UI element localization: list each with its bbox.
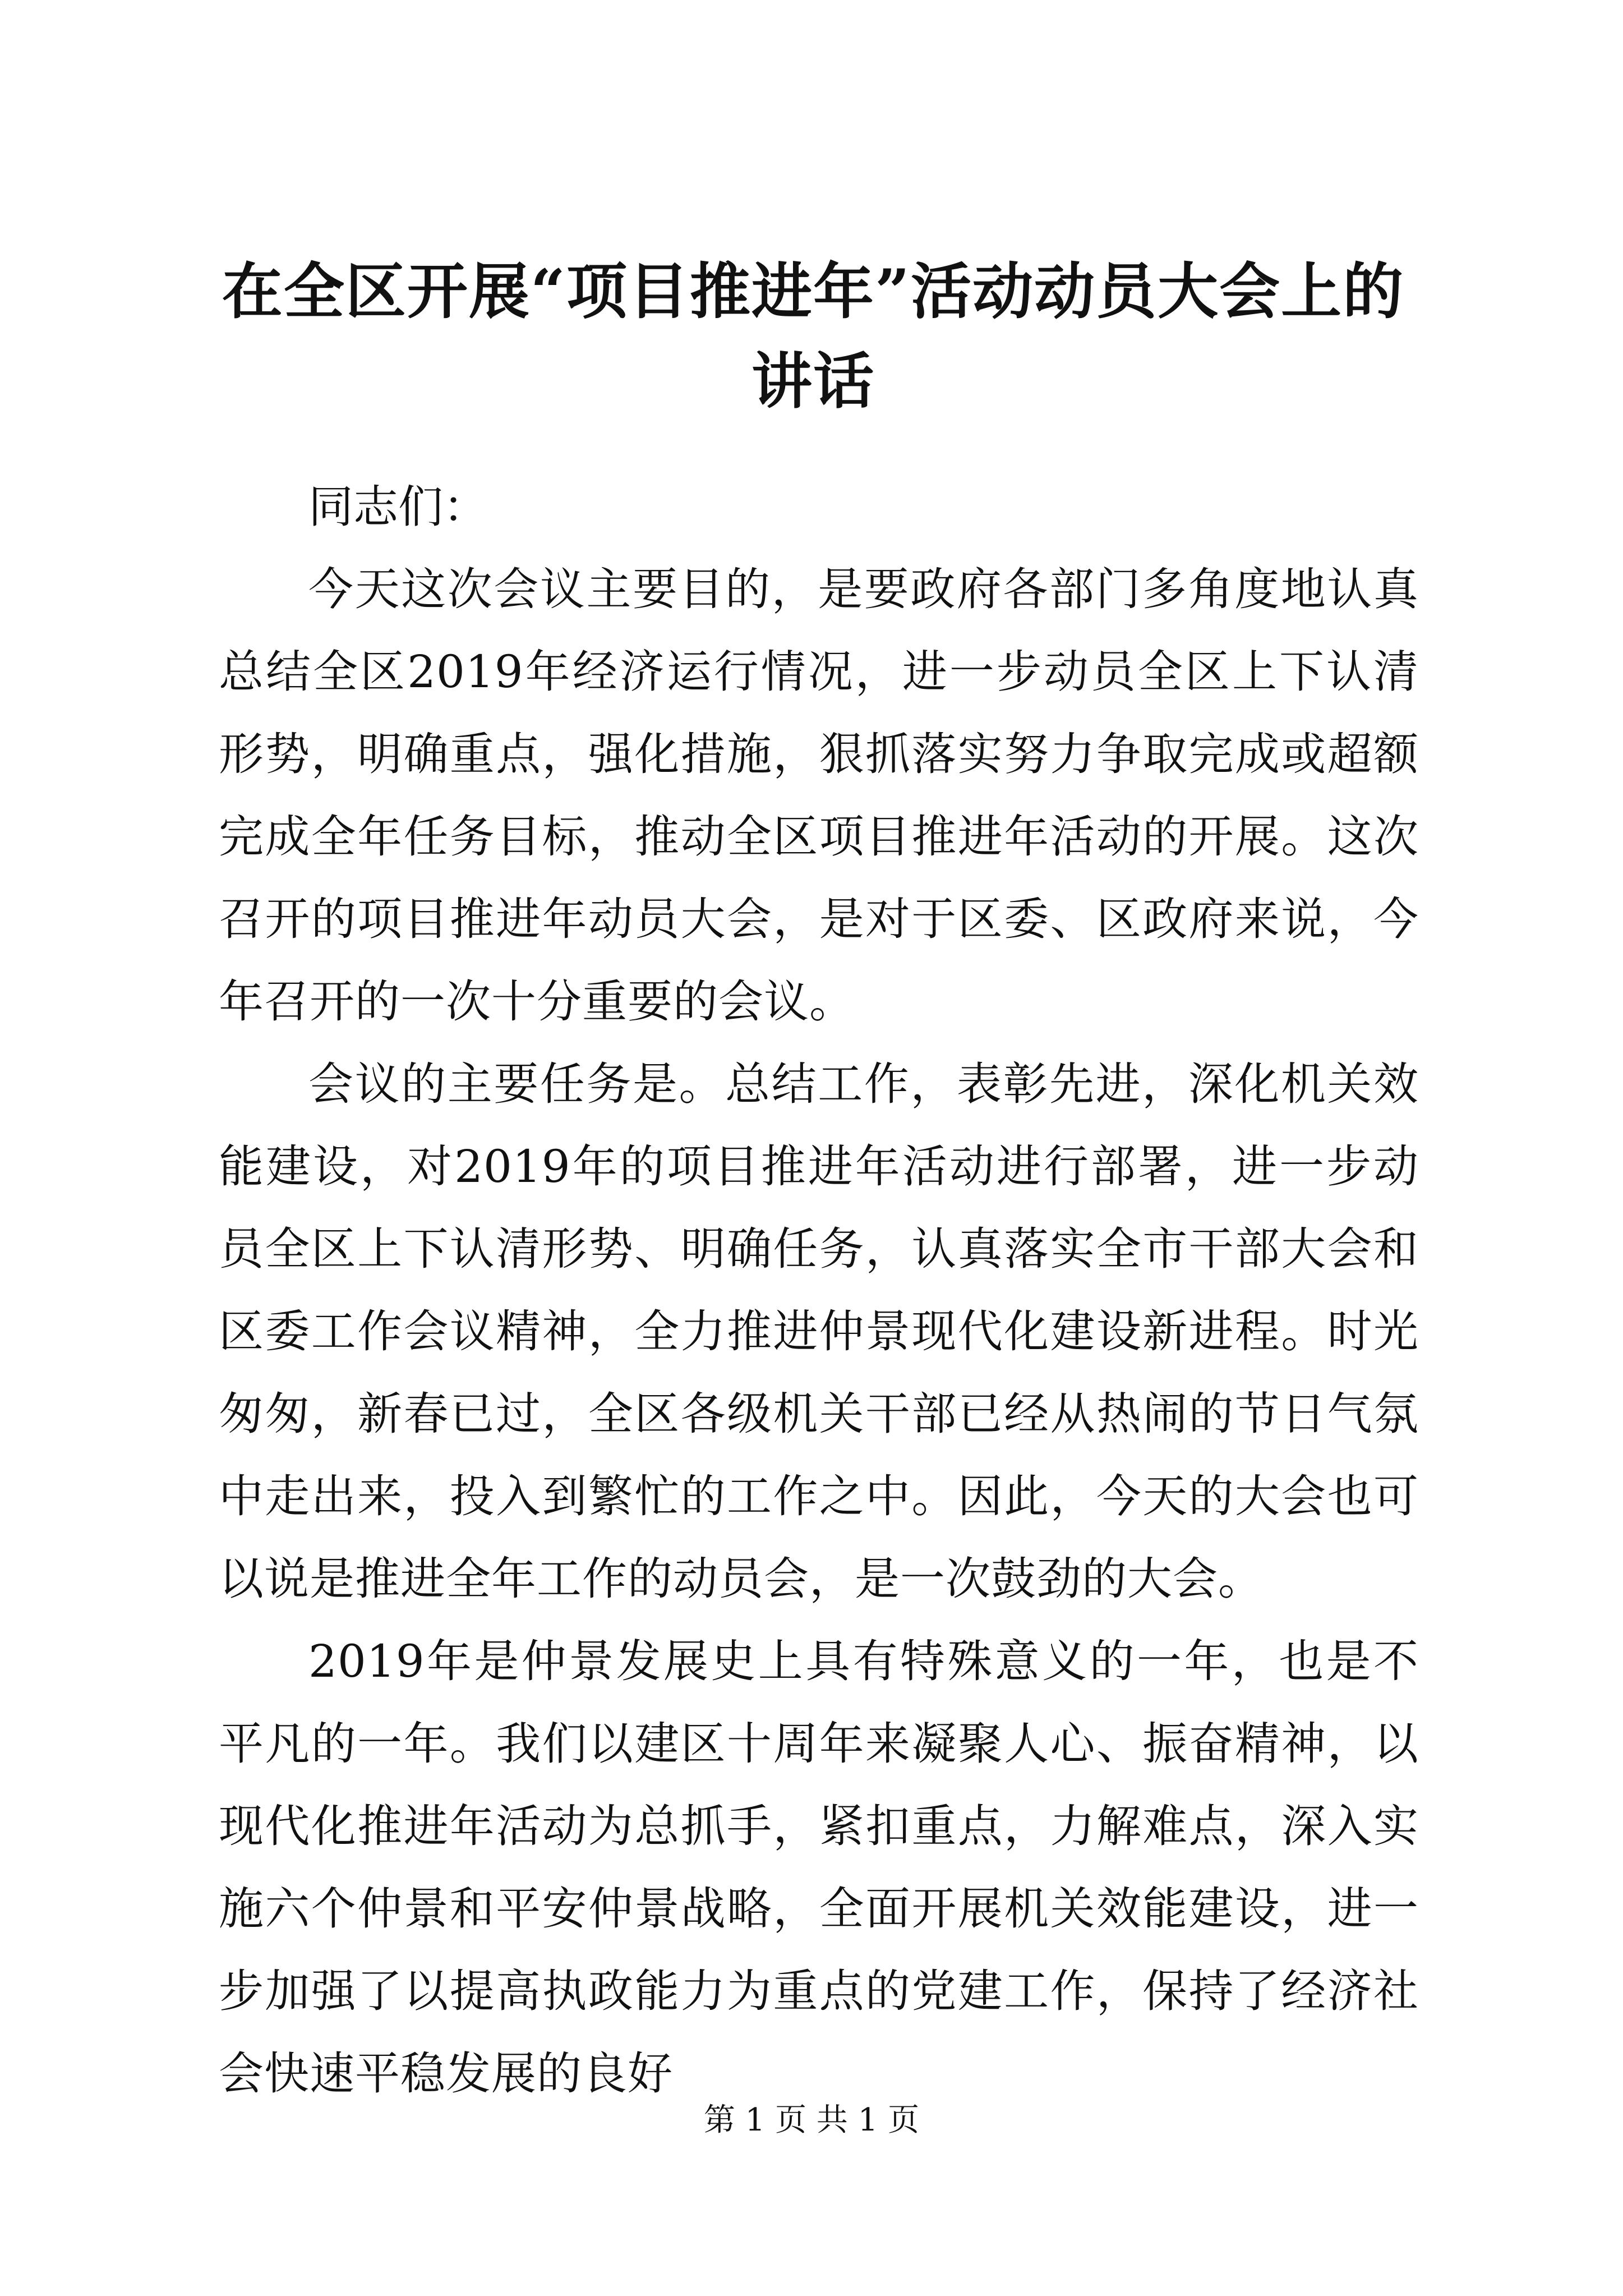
paragraph-3: 2019年是仲景发展史上具有特殊意义的一年，也是不平凡的一年。我们以建区十周年来凝聚人心、振奋精神，以现代化推进年活动为总抓手，紧扣重点，力解难点，深入实施六个仲景和平安仲景战略，全面开展机关效能建设，进一步加强了以提高执政能力为重点的党建工作，保持了经济社会快速平稳发展的良好 <box>219 1635 1419 2100</box>
document-title: 在全区开展“项目推进年”活动动员大会上的讲话 <box>222 256 1405 417</box>
salutation: 同志们： <box>308 481 488 533</box>
document-body <box>219 466 1419 2115</box>
paragraph-2: 会议的主要任务是。总结工作，表彰先进，深化机关效能建设，对2019年的项目推进年活动进行部署，进一步动员全区上下认清形势、明确任务，认真落实全市干部大会和区委工作会议精神，全力推进仲景现代化建设新进程。时光匆匆，新春已过，全区各级机关干部已经从热闹的节日气氛中走出来，投入到繁忙的工作之中。因此，今天的大会也可以说是推进全年工作的动员会，是一次鼓劲的大会。 <box>219 1058 1419 1605</box>
page-footer: 第 1 页 共 1 页 <box>703 2102 920 2138</box>
paragraph-1: 今天这次会议主要目的，是要政府各部门多角度地认真总结全区2019年经济运行情况，进一步动员全区上下认清形势，明确重点，强化措施，狠抓落实努力争取完成或超额完成全年任务目标，推动全区项目推进年活动的开展。这次召开的项目推进年动员大会，是对于区委、区政府来说，今年召开的一次十分重要的会议。 <box>219 563 1419 1028</box>
